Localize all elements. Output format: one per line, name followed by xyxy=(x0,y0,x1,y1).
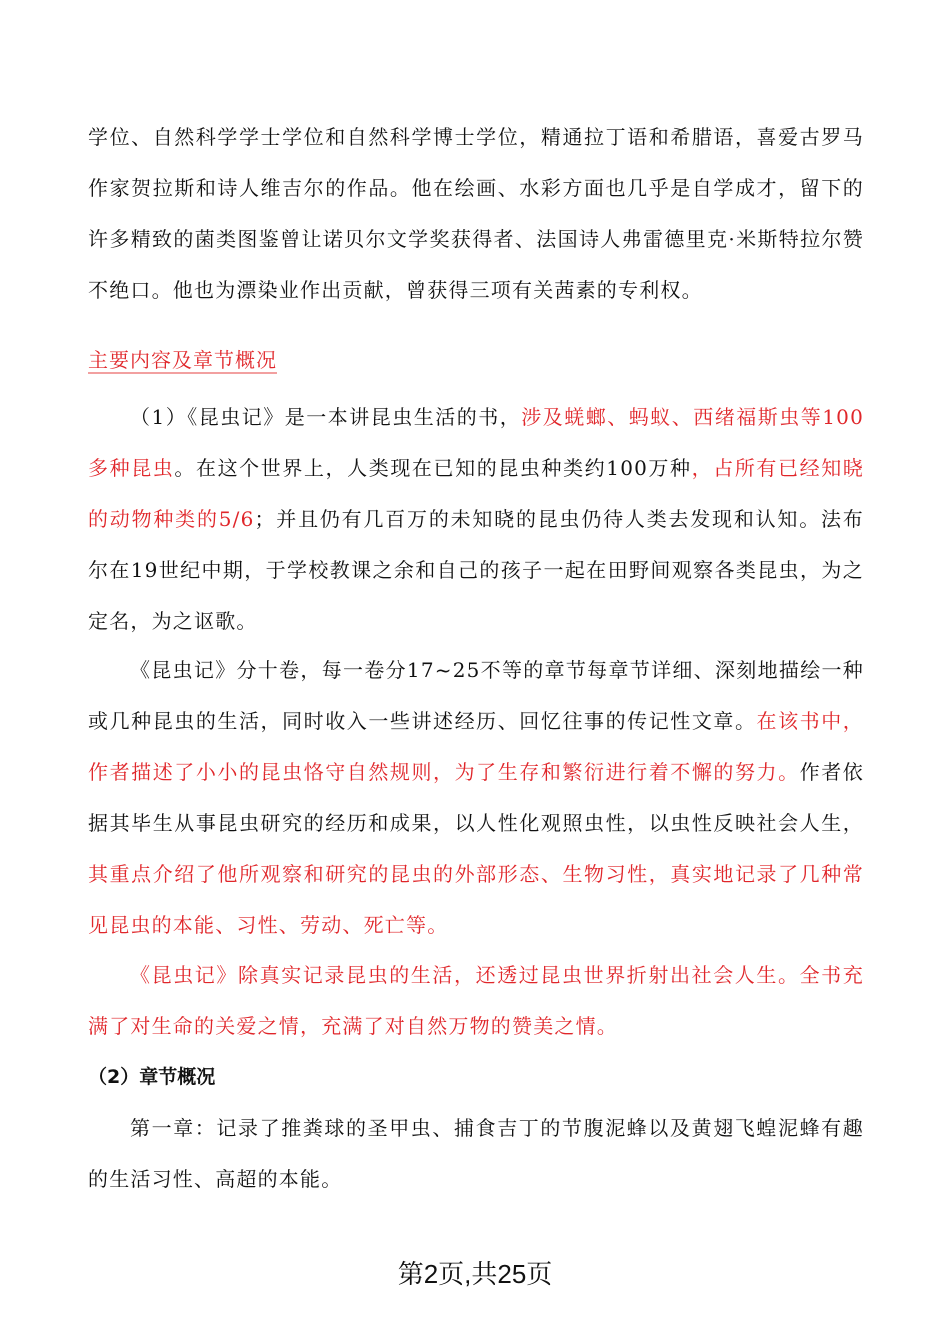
p3-highlight-summary: 《昆虫记》除真实记录昆虫的生活，还透过昆虫世界折射出社会人生。全书充满了对生命的关爱之情，充满了对自然万物的赞美之情。 xyxy=(88,963,864,1038)
p1-highlight-species: 涉及蜣螂、蚂蚁、西绪福斯虫等100多种昆虫 xyxy=(88,405,865,480)
chapter-overview-heading: （2）章节概况 xyxy=(88,1066,216,1088)
section-title: 主要内容及章节概况 xyxy=(88,348,277,372)
p2-highlight-focus: 其重点介绍了他所观察和研究的昆虫的外部形态、生物习性，真实地记录了几种常见昆虫的本能、习性、劳动、死亡等。 xyxy=(88,862,864,937)
p2-text-c: 作者依据其毕生从事昆虫研究的经历和成果，以人性化观照虫性，以虫性反映社会人生， xyxy=(88,760,864,835)
content-paragraph-3 xyxy=(88,950,864,1052)
p2-text-a: 《昆虫记》分十卷，每一卷分17~25不等的章节每章节详细、深刻地描绘一种或几种昆虫的生活，同时收入一些讲述经历、回忆往事的传记性文章。 xyxy=(88,658,864,733)
chapter-one-paragraph xyxy=(88,1103,864,1205)
intro-text: 学位、自然科学学士学位和自然科学博士学位，精通拉丁语和希腊语，喜爱古罗马作家贺拉斯和诗人维吉尔的作品。他在绘画、水彩方面也几乎是自学成才，留下的许多精致的菌类图鉴曾让诺贝尔文学奖获得者、法国诗人弗雷德里克·米斯特拉尔赞不绝口。他也为漂染业作出贡献，曾获得三项有关茜素的专利权。 xyxy=(88,125,864,302)
p1-text-a: （1）《昆虫记》是一本讲昆虫生活的书， xyxy=(130,405,522,429)
p1-highlight-ratio: ，占所有已经知晓的动物种类的5/6 xyxy=(88,456,864,531)
content-paragraph-2 xyxy=(88,645,864,951)
content-paragraph-1 xyxy=(88,392,864,647)
p1-text-c: 。在这个世界上，人类现在已知的昆虫种类约100万种 xyxy=(174,456,692,480)
chapter-one-text: 第一章：记录了推粪球的圣甲虫、捕食吉丁的节腹泥蜂以及黄翅飞蝗泥蜂有趣的生活习性、高超的本能。 xyxy=(88,1116,864,1191)
p2-highlight-rules: 在该书中，作者描述了小小的昆虫恪守自然规则，为了生存和繁衍进行着不懈的努力。 xyxy=(88,709,865,784)
page-number-footer: 第2页,共25页 xyxy=(397,1259,553,1289)
intro-paragraph xyxy=(88,112,864,316)
p1-text-e: ；并且仍有几百万的未知晓的昆虫仍待人类去发现和认知。法布尔在19世纪中期，于学校教课之余和自己的孩子一起在田野间观察各类昆虫，为之定名，为之讴歌。 xyxy=(88,507,864,633)
